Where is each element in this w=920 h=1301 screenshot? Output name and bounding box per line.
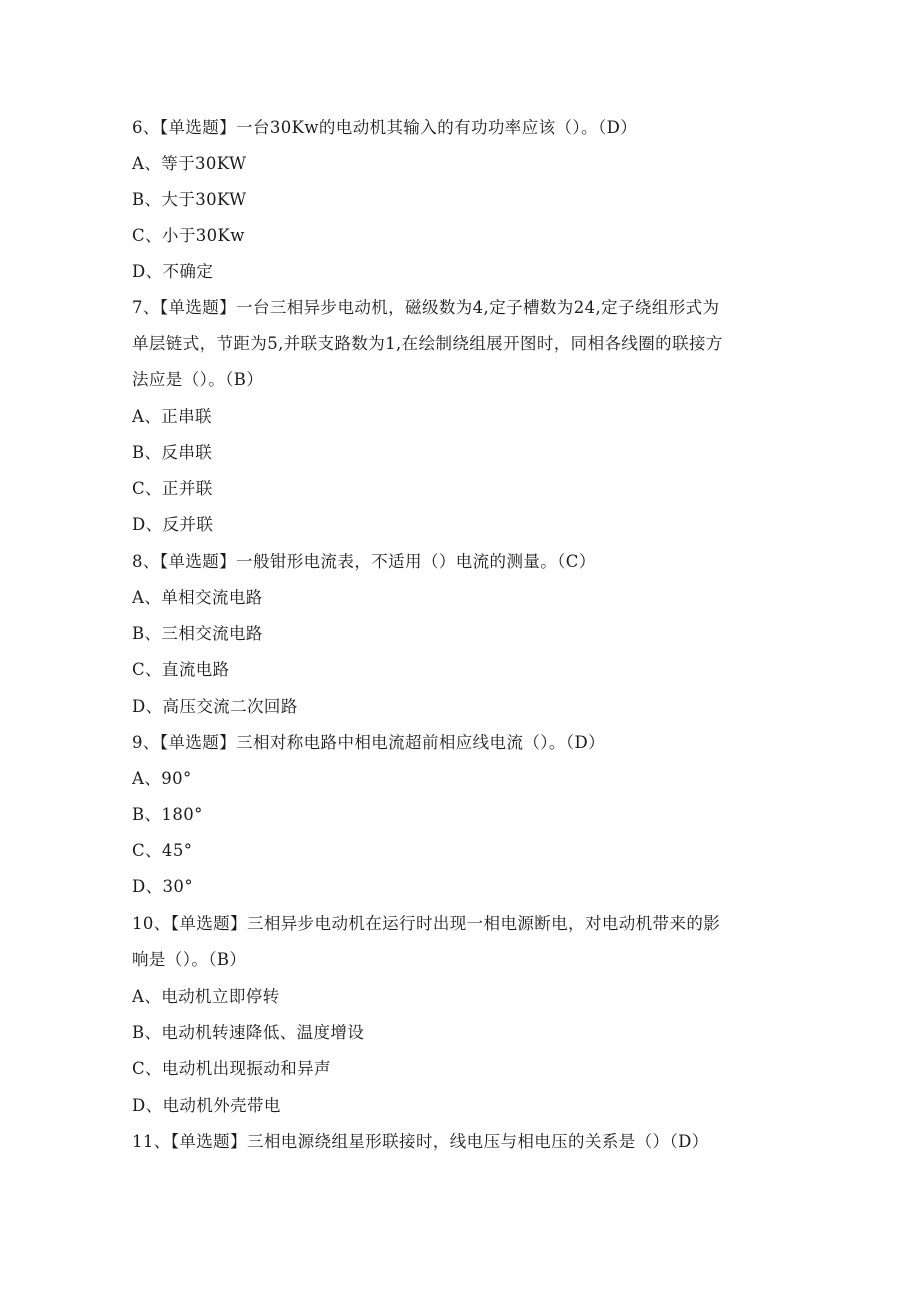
question-6-option-d: D、不确定 — [132, 262, 214, 281]
question-8-option-d: D、高压交流二次回路 — [132, 697, 298, 716]
question-11-stem: 11、【单选题】三相电源绕组星形联接时，线电压与相电压的关系是（）（D） — [132, 1132, 709, 1151]
question-10-option-a: A、电动机立即停转 — [132, 987, 280, 1006]
question-7-option-a: A、正串联 — [132, 407, 212, 426]
question-7-option-c: C、正并联 — [132, 479, 213, 498]
question-8-option-c: C、直流电路 — [132, 660, 230, 679]
question-9-option-c: C、45° — [132, 841, 193, 860]
question-8-option-b: B、三相交流电路 — [132, 624, 263, 643]
question-9-option-d: D、30° — [132, 877, 193, 896]
question-8-option-a: A、单相交流电路 — [132, 588, 263, 607]
question-7-option-b: B、反串联 — [132, 443, 213, 462]
question-10-stem-line-2: 响是（）。（B） — [132, 950, 247, 969]
question-7-stem-line-1: 7、【单选题】一台三相异步电动机，磁级数为4,定子槽数为24,定子绕组形式为 — [132, 298, 720, 317]
question-8-stem: 8、【单选题】一般钳形电流表，不适用（）电流的测量。（C） — [132, 552, 596, 571]
question-9-option-b: B、180° — [132, 805, 203, 824]
question-10-stem-line-1: 10、【单选题】三相异步电动机在运行时出现一相电源断电，对电动机带来的影 — [132, 914, 721, 933]
question-9-option-a: A、90° — [132, 769, 192, 788]
question-6-option-b: B、大于30KW — [132, 190, 247, 209]
question-10-option-c: C、电动机出现振动和异声 — [132, 1059, 331, 1078]
question-10-option-d: D、电动机外壳带电 — [132, 1096, 281, 1115]
question-7-stem-line-3: 法应是（）。（B） — [132, 370, 264, 389]
question-9-stem: 9、【单选题】三相对称电路中相电流超前相应线电流（）。（D） — [132, 733, 605, 752]
question-10-option-b: B、电动机转速降低、温度增设 — [132, 1023, 365, 1042]
question-6-option-a: A、等于30KW — [132, 154, 247, 173]
question-7-stem-line-2: 单层链式，节距为5,并联支路数为1,在绘制绕组展开图时，同相各线圈的联接方 — [132, 334, 723, 353]
question-6-stem: 6、【单选题】一台30Kw的电动机其输入的有功功率应该（）。（D） — [132, 118, 638, 137]
question-7-option-d: D、反并联 — [132, 515, 214, 534]
question-6-option-c: C、小于30Kw — [132, 226, 245, 245]
